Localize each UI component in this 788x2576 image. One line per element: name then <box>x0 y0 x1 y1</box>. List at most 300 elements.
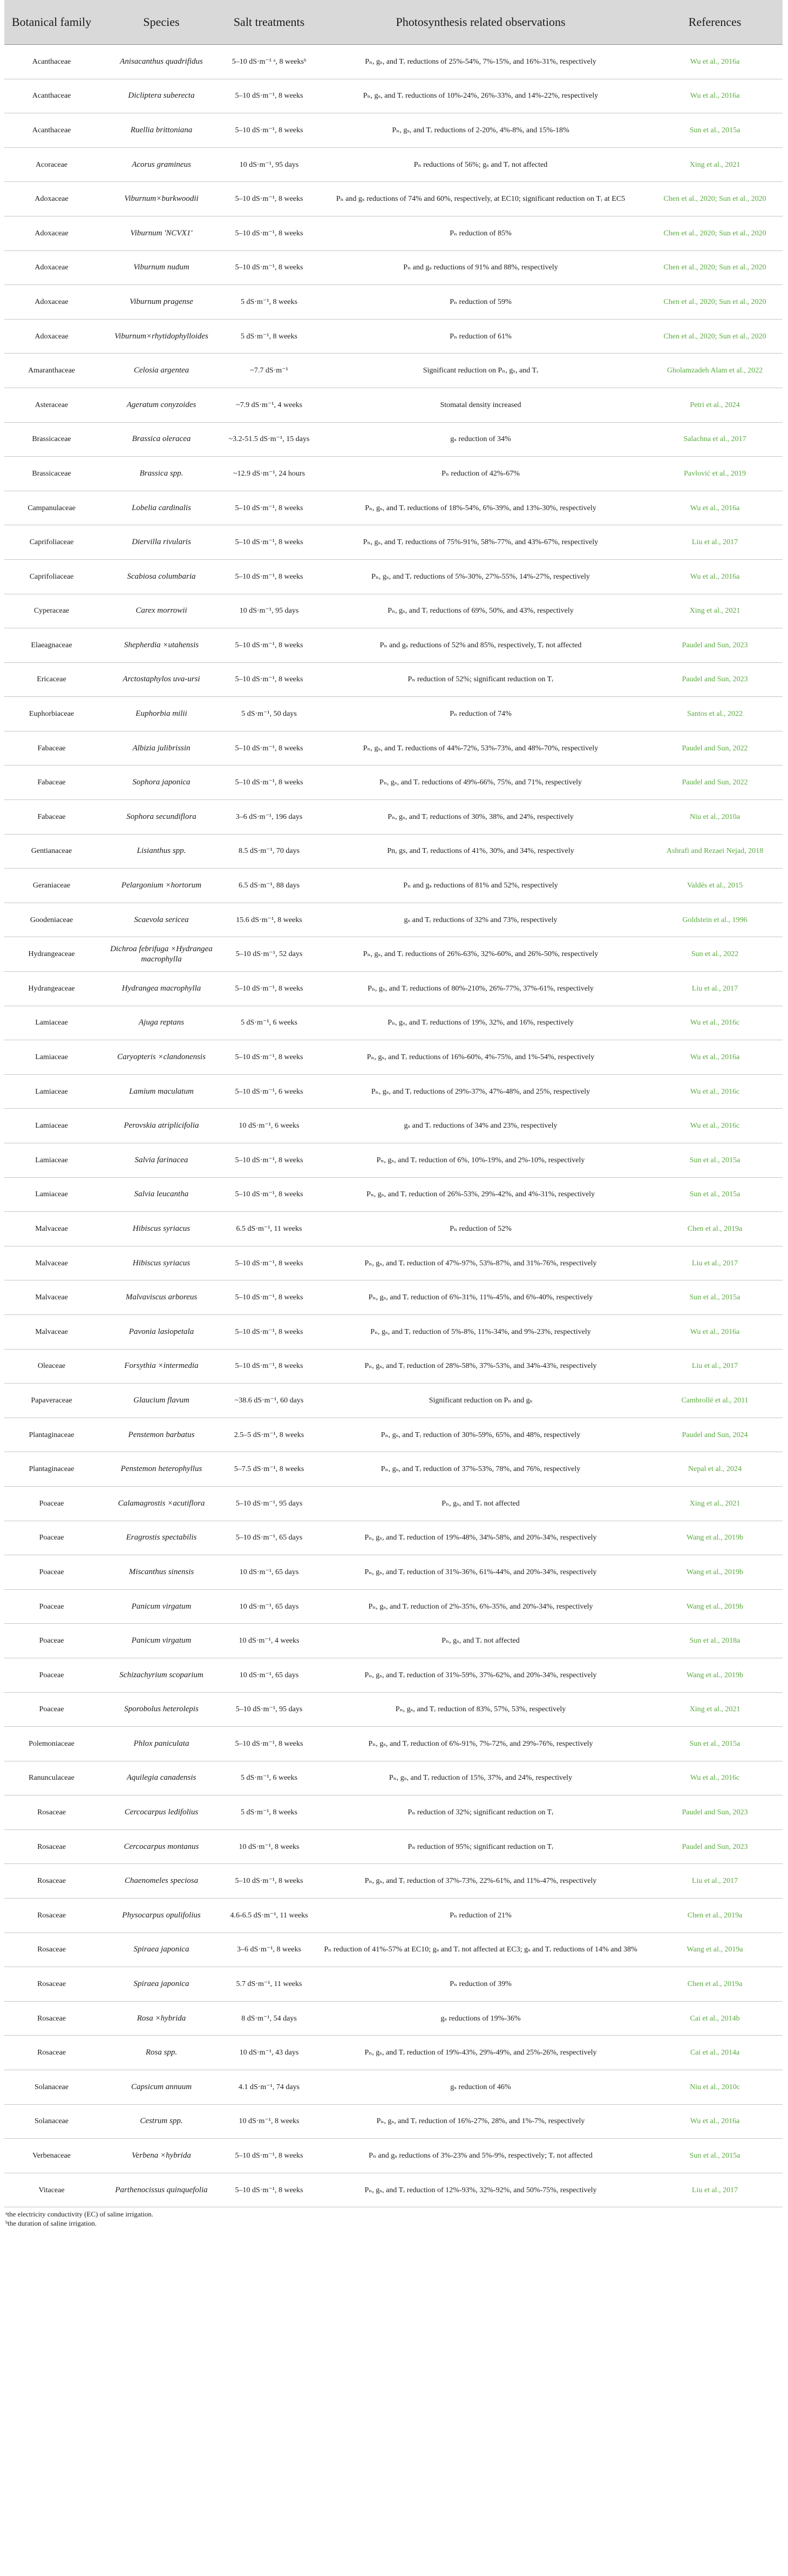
cell-observation: Pₙ and gₛ reductions of 81% and 52%, respectively <box>314 869 647 903</box>
table-row <box>4 147 783 182</box>
cell-salt-treatment: 5–10 dS·m⁻¹, 8 weeks <box>224 2173 314 2207</box>
cell-observation: Pₙ, gₛ, and Tᵣ reductions of 26%-63%, 32%-60%, and 26%-50%, respectively <box>314 937 647 972</box>
cell-species: Salvia farinacea <box>99 1143 224 1178</box>
cell-salt-treatment: 5 dS·m⁻¹, 50 days <box>224 697 314 731</box>
cell-species: Miscanthus sinensis <box>99 1555 224 1590</box>
cell-species: Panicum virgatum <box>99 1589 224 1624</box>
cell-observation: Pₙ, gₛ, and Tᵣ reductions of 75%-91%, 58%-77%, and 43%-67%, respectively <box>314 525 647 560</box>
cell-reference-link[interactable]: Niu et al., 2010a <box>647 800 783 835</box>
table-row <box>4 525 783 560</box>
cell-species: Cercocarpus montanus <box>99 1829 224 1864</box>
cell-reference-link[interactable]: Niu et al., 2010c <box>647 2070 783 2105</box>
cell-salt-treatment: ~38.6 dS·m⁻¹, 60 days <box>224 1384 314 1418</box>
cell-salt-treatment: 5–10 dS·m⁻¹, 8 weeks <box>224 1314 314 1349</box>
cell-botanical-family: Brassicaceae <box>4 422 99 457</box>
cell-reference-link[interactable]: Wang et al., 2019b <box>647 1555 783 1590</box>
cell-salt-treatment: 5 dS·m⁻¹, 6 weeks <box>224 1006 314 1040</box>
cell-salt-treatment: ~12.9 dS·m⁻¹, 24 hours <box>224 457 314 491</box>
table-row <box>4 1727 783 1761</box>
table-row <box>4 1246 783 1280</box>
cell-reference-link[interactable]: Sun et al., 2015a <box>647 1727 783 1761</box>
cell-reference-link[interactable]: Ashrafi and Rezaei Nejad, 2018 <box>647 834 783 869</box>
cell-reference-link[interactable]: Chen et al., 2020; Sun et al., 2020 <box>647 250 783 285</box>
cell-reference-link[interactable]: Liu et al., 2017 <box>647 525 783 560</box>
cell-observation: gₛ reductions of 19%-36% <box>314 2001 647 2036</box>
table-row <box>4 1314 783 1349</box>
cell-reference-link[interactable]: Paudel and Sun, 2023 <box>647 1795 783 1830</box>
cell-species: Hibiscus syriacus <box>99 1212 224 1246</box>
cell-botanical-family: Asteraceae <box>4 388 99 422</box>
header-photosynthesis-observations: Photosynthesis related observations <box>314 0 647 45</box>
cell-reference-link[interactable]: Sun et al., 2015a <box>647 1177 783 1212</box>
cell-observation: Pₙ, gₛ, and Tᵣ reductions of 80%-210%, 26%-77%, 37%-61%, respectively <box>314 972 647 1006</box>
cell-observation: Pₙ, gₛ, and Tᵣ reduction of 37%-73%, 22%-61%, and 11%-47%, respectively <box>314 1864 647 1899</box>
cell-observation: Pₙ, gₛ, and Tᵣ reductions of 16%-60%, 4%-75%, and 1%-54%, respectively <box>314 1040 647 1075</box>
cell-species: Sophora secundiflora <box>99 800 224 835</box>
cell-observation: Pₙ reduction of 52% <box>314 1212 647 1246</box>
table-row <box>4 1384 783 1418</box>
cell-observation: Pₙ, gₛ, and Tᵣ reduction of 12%-93%, 32%-92%, and 50%-75%, respectively <box>314 2173 647 2207</box>
cell-botanical-family: Polemoniaceae <box>4 1727 99 1761</box>
footnote-a: ᵃthe electricity conductivity (EC) of saline irrigation. <box>5 2210 153 2219</box>
cell-reference-link[interactable]: Chen et al., 2020; Sun et al., 2020 <box>647 319 783 354</box>
cell-observation: gₛ and Tᵣ reductions of 32% and 73%, respectively <box>314 903 647 937</box>
table-row <box>4 903 783 937</box>
cell-species: Cestrum spp. <box>99 2104 224 2139</box>
cell-reference-link[interactable]: Pavlović et al., 2019 <box>647 457 783 491</box>
cell-species: Cercocarpus ledifolius <box>99 1795 224 1830</box>
cell-species: Caryopteris ×clandonensis <box>99 1040 224 1075</box>
cell-reference-link[interactable]: Paudel and Sun, 2022 <box>647 765 783 800</box>
cell-reference-link[interactable]: Wu et al., 2016a <box>647 45 783 79</box>
cell-salt-treatment: 5–10 dS·m⁻¹, 8 weeks <box>224 250 314 285</box>
cell-botanical-family: Caprifoliaceae <box>4 525 99 560</box>
table-body <box>4 45 783 2207</box>
cell-botanical-family: Rosaceae <box>4 1795 99 1830</box>
cell-species: Panicum virgatum <box>99 1624 224 1658</box>
cell-observation: Pₙ, gₛ, and Tᵣ reduction of 26%-53%, 29%-42%, and 4%-31%, respectively <box>314 1177 647 1212</box>
cell-species: Euphorbia milii <box>99 697 224 731</box>
cell-observation: gₛ reduction of 46% <box>314 2070 647 2105</box>
cell-botanical-family: Acanthaceae <box>4 45 99 79</box>
cell-botanical-family: Poaceae <box>4 1521 99 1555</box>
cell-botanical-family: Rosaceae <box>4 2036 99 2070</box>
cell-reference-link[interactable]: Wu et al., 2016c <box>647 1109 783 1143</box>
cell-salt-treatment: 5–10 dS·m⁻¹, 95 days <box>224 1486 314 1521</box>
cell-observation: Pₙ, gₛ, and Tᵣ reductions of 19%, 32%, and 16%, respectively <box>314 1006 647 1040</box>
table-row <box>4 834 783 869</box>
cell-species: Viburnum pragense <box>99 285 224 320</box>
table-row <box>4 45 783 79</box>
cell-species: Anisacanthus quadrifidus <box>99 45 224 79</box>
table-row <box>4 457 783 491</box>
cell-observation: Pₙ, gₛ, and Tᵣ reductions of 2-20%, 4%-8%, and 15%-18% <box>314 113 647 148</box>
table-row <box>4 1109 783 1143</box>
cell-reference-link[interactable]: Sun et al., 2015a <box>647 1280 783 1315</box>
cell-species: Rosa ×hybrida <box>99 2001 224 2036</box>
cell-reference-link[interactable]: Wang et al., 2019b <box>647 1658 783 1692</box>
cell-reference-link[interactable]: Wu et al., 2016c <box>647 1761 783 1795</box>
cell-observation: Pₙ, gₛ, and Tᵣ reductions of 10%-24%, 26%-33%, and 14%-22%, respectively <box>314 79 647 113</box>
cell-observation: Pₙ, gₛ, and Tᵣ reduction of 31%-59%, 37%-62%, and 20%-34%, respectively <box>314 1658 647 1692</box>
cell-reference-link[interactable]: Wu et al., 2016a <box>647 1314 783 1349</box>
cell-observation: Pₙ, gₛ, and Tᵣ reduction of 15%, 37%, and 24%, respectively <box>314 1761 647 1795</box>
cell-species: Hibiscus syriacus <box>99 1246 224 1280</box>
cell-salt-treatment: 5–10 dS·m⁻¹, 8 weeks <box>224 2139 314 2173</box>
cell-salt-treatment: 5–7.5 dS·m⁻¹, 8 weeks <box>224 1452 314 1487</box>
cell-observation: Pₙ, gₛ, and Tᵣ reduction of 16%-27%, 28%, and 1%-7%, respectively <box>314 2104 647 2139</box>
cell-salt-treatment: 5 dS·m⁻¹, 8 weeks <box>224 319 314 354</box>
table-row <box>4 2001 783 2036</box>
cell-observation: Pₙ, gₛ, and Tᵣ reduction of 5%-8%, 11%-34%, and 9%-23%, respectively <box>314 1314 647 1349</box>
cell-botanical-family: Plantaginaceae <box>4 1418 99 1452</box>
table-row <box>4 1349 783 1384</box>
cell-salt-treatment: 10 dS·m⁻¹, 65 days <box>224 1658 314 1692</box>
cell-observation: Pₙ, gₛ, and Tᵣ reduction of 31%-36%, 61%-44%, and 20%-34%, respectively <box>314 1555 647 1590</box>
cell-reference-link[interactable]: Chen et al., 2020; Sun et al., 2020 <box>647 285 783 320</box>
cell-reference-link[interactable]: Paudel and Sun, 2023 <box>647 1829 783 1864</box>
cell-reference-link[interactable]: Valdés et al., 2015 <box>647 869 783 903</box>
cell-botanical-family: Poaceae <box>4 1486 99 1521</box>
cell-species: Glaucium flavum <box>99 1384 224 1418</box>
cell-salt-treatment: 5–10 dS·m⁻¹, 8 weeks <box>224 1727 314 1761</box>
cell-reference-link[interactable]: Wang et al., 2019b <box>647 1521 783 1555</box>
cell-salt-treatment: 10 dS·m⁻¹, 8 weeks <box>224 1829 314 1864</box>
cell-species: Perovskia atriplicifolia <box>99 1109 224 1143</box>
cell-botanical-family: Campanulaceae <box>4 491 99 525</box>
cell-botanical-family: Solanaceae <box>4 2104 99 2139</box>
cell-reference-link[interactable]: Wang et al., 2019b <box>647 1589 783 1624</box>
cell-salt-treatment: 5 dS·m⁻¹, 6 weeks <box>224 1761 314 1795</box>
cell-botanical-family: Rosaceae <box>4 2001 99 2036</box>
table-row <box>4 1143 783 1178</box>
cell-observation: Pₙ reductions of 56%; gₛ and Tᵣ not affected <box>314 147 647 182</box>
cell-reference-link[interactable]: Paudel and Sun, 2024 <box>647 1418 783 1452</box>
cell-reference-link[interactable]: Wu et al., 2016a <box>647 2104 783 2139</box>
cell-species: Dicliptera suberecta <box>99 79 224 113</box>
cell-salt-treatment: 5–10 dS·m⁻¹, 8 weeks <box>224 216 314 250</box>
cell-botanical-family: Acoraceae <box>4 147 99 182</box>
cell-reference-link[interactable]: Liu et al., 2017 <box>647 1246 783 1280</box>
cell-species: Parthenocissus quinquefolia <box>99 2173 224 2207</box>
cell-botanical-family: Poaceae <box>4 1624 99 1658</box>
table-row <box>4 1761 783 1795</box>
table-row <box>4 1658 783 1692</box>
cell-salt-treatment: 5–10 dS·m⁻¹, 8 weeks <box>224 1040 314 1075</box>
cell-species: Brassica spp. <box>99 457 224 491</box>
cell-species: Viburnum×burkwoodii <box>99 182 224 216</box>
cell-observation: Pₙ, gₛ, and Tᵣ reductions of 18%-54%, 6%-39%, and 13%-30%, respectively <box>314 491 647 525</box>
cell-observation: Pₙ and gₛ reductions of 52% and 85%, respectively, Tᵣ not affected <box>314 628 647 663</box>
table-footnotes <box>4 2207 783 2228</box>
cell-observation: Pₙ reduction of 52%; significant reduction on Tᵣ <box>314 662 647 697</box>
table-row <box>4 937 783 972</box>
cell-botanical-family: Lamiaceae <box>4 1074 99 1109</box>
cell-botanical-family: Poaceae <box>4 1555 99 1590</box>
cell-species: Brassica oleracea <box>99 422 224 457</box>
cell-species: Viburnum×rhytidophylloides <box>99 319 224 354</box>
cell-reference-link[interactable]: Liu et al., 2017 <box>647 1864 783 1899</box>
table-row <box>4 113 783 148</box>
table-row <box>4 285 783 320</box>
cell-reference-link[interactable]: Cambrollé et al., 2011 <box>647 1384 783 1418</box>
cell-observation: Pₙ reduction of 61% <box>314 319 647 354</box>
cell-salt-treatment: 10 dS·m⁻¹, 95 days <box>224 147 314 182</box>
cell-reference-link[interactable]: Liu et al., 2017 <box>647 972 783 1006</box>
cell-botanical-family: Adoxaceae <box>4 216 99 250</box>
cell-species: Rosa spp. <box>99 2036 224 2070</box>
header-references: References <box>647 0 783 45</box>
table-row <box>4 697 783 731</box>
cell-reference-link[interactable]: Goldstein et al., 1996 <box>647 903 783 937</box>
cell-reference-link[interactable]: Salachna et al., 2017 <box>647 422 783 457</box>
cell-reference-link[interactable]: Sun et al., 2018a <box>647 1624 783 1658</box>
cell-salt-treatment: 10 dS·m⁻¹, 8 weeks <box>224 2104 314 2139</box>
cell-botanical-family: Rosaceae <box>4 1967 99 2002</box>
table-row <box>4 1795 783 1830</box>
table-row <box>4 2070 783 2105</box>
cell-botanical-family: Lamiaceae <box>4 1040 99 1075</box>
cell-botanical-family: Gentianaceae <box>4 834 99 869</box>
cell-salt-treatment: 15.6 dS·m⁻¹, 8 weeks <box>224 903 314 937</box>
table-row <box>4 1418 783 1452</box>
cell-observation: Pₙ, gₛ, and Tᵣ reduction of 30%-59%, 65%, and 48%, respectively <box>314 1418 647 1452</box>
cell-salt-treatment: 3–6 dS·m⁻¹, 196 days <box>224 800 314 835</box>
table-row <box>4 2104 783 2139</box>
table-row <box>4 1624 783 1658</box>
cell-botanical-family: Adoxaceae <box>4 182 99 216</box>
cell-botanical-family: Malvaceae <box>4 1246 99 1280</box>
cell-botanical-family: Caprifoliaceae <box>4 559 99 594</box>
cell-reference-link[interactable]: Liu et al., 2017 <box>647 1349 783 1384</box>
cell-observation: Pₙ, gₛ, and Tᵣ reduction of 47%-97%, 53%-87%, and 31%-76%, respectively <box>314 1246 647 1280</box>
table-row <box>4 628 783 663</box>
cell-species: Sophora japonica <box>99 765 224 800</box>
table-row <box>4 972 783 1006</box>
cell-salt-treatment: 10 dS·m⁻¹, 43 days <box>224 2036 314 2070</box>
cell-salt-treatment: 5–10 dS·m⁻¹, 8 weeks <box>224 525 314 560</box>
cell-reference-link[interactable]: Paudel and Sun, 2023 <box>647 662 783 697</box>
cell-reference-link[interactable]: Sun et al., 2015a <box>647 1143 783 1178</box>
cell-botanical-family: Rosaceae <box>4 1899 99 1933</box>
footnote-b: ᵇthe duration of saline irrigation. <box>5 2219 97 2228</box>
cell-reference-link[interactable]: Cai et al., 2014a <box>647 2036 783 2070</box>
cell-observation: Pₙ reduction of 39% <box>314 1967 647 2002</box>
cell-salt-treatment: 10 dS·m⁻¹, 65 days <box>224 1589 314 1624</box>
cell-observation: gₛ reduction of 34% <box>314 422 647 457</box>
cell-botanical-family: Poaceae <box>4 1692 99 1727</box>
cell-botanical-family: Fabaceae <box>4 765 99 800</box>
cell-observation: Pₙ, gₛ, and Tᵣ reduction of 19%-43%, 29%-49%, and 25%-26%, respectively <box>314 2036 647 2070</box>
table-container <box>4 0 783 2228</box>
cell-salt-treatment: 5–10 dS·m⁻¹, 8 weeks <box>224 1280 314 1315</box>
table-row <box>4 765 783 800</box>
table-row <box>4 2036 783 2070</box>
cell-observation: Pₙ reduction of 95%; significant reduction on Tᵣ <box>314 1829 647 1864</box>
cell-reference-link[interactable]: Paudel and Sun, 2023 <box>647 628 783 663</box>
cell-species: Acorus gramineus <box>99 147 224 182</box>
cell-reference-link[interactable]: Paudel and Sun, 2022 <box>647 731 783 765</box>
cell-reference-link[interactable]: Petri et al., 2024 <box>647 388 783 422</box>
cell-reference-link[interactable]: Xing et al., 2021 <box>647 147 783 182</box>
cell-species: Scaevola sericea <box>99 903 224 937</box>
cell-species: Phlox paniculata <box>99 1727 224 1761</box>
cell-observation: Pₙ, gₛ, and Tᵣ reductions of 30%, 38%, and 24%, respectively <box>314 800 647 835</box>
cell-observation: Pₙ, gₛ, and Tᵣ reductions of 44%-72%, 53%-73%, and 48%-70%, respectively <box>314 731 647 765</box>
cell-salt-treatment: 5–10 dS·m⁻¹, 8 weeks <box>224 1349 314 1384</box>
cell-observation: Pₙ and gₛ reductions of 91% and 88%, respectively <box>314 250 647 285</box>
cell-observation: Pₙ and gₛ reductions of 3%-23% and 5%-9%, respectively; Tᵣ not affected <box>314 2139 647 2173</box>
cell-reference-link[interactable]: Gholamzadeh Alam et al., 2022 <box>647 354 783 388</box>
table-row <box>4 731 783 765</box>
cell-reference-link[interactable]: Xing et al., 2021 <box>647 1486 783 1521</box>
cell-species: Schizachyrium scoparium <box>99 1658 224 1692</box>
cell-botanical-family: Adoxaceae <box>4 285 99 320</box>
cell-observation: Pₙ reduction of 41%-57% at EC10; gₛ and Tᵣ not affected at EC3; gₛ and Tᵣ reductions of 14% and 38% <box>314 1933 647 1967</box>
cell-botanical-family: Lamiaceae <box>4 1109 99 1143</box>
cell-botanical-family: Brassicaceae <box>4 457 99 491</box>
header-species: Species <box>99 0 224 45</box>
cell-reference-link[interactable]: Wu et al., 2016a <box>647 491 783 525</box>
cell-reference-link[interactable]: Wu et al., 2016c <box>647 1006 783 1040</box>
cell-reference-link[interactable]: Wang et al., 2019a <box>647 1933 783 1967</box>
cell-observation: Significant reduction on Pₙ and gₛ <box>314 1384 647 1418</box>
cell-species: Sporobolus heterolepis <box>99 1692 224 1727</box>
table-row <box>4 182 783 216</box>
header-row <box>4 0 783 45</box>
cell-botanical-family: Lamiaceae <box>4 1006 99 1040</box>
table-row <box>4 1589 783 1624</box>
cell-botanical-family: Hydrangeaceae <box>4 972 99 1006</box>
cell-reference-link[interactable]: Sun et al., 2022 <box>647 937 783 972</box>
cell-salt-treatment: 5–10 dS·m⁻¹, 8 weeks <box>224 628 314 663</box>
cell-salt-treatment: 3–6 dS·m⁻¹, 8 weeks <box>224 1933 314 1967</box>
cell-botanical-family: Elaeagnaceae <box>4 628 99 663</box>
cell-reference-link[interactable]: Cai et al., 2014b <box>647 2001 783 2036</box>
cell-botanical-family: Malvaceae <box>4 1280 99 1315</box>
cell-species: Forsythia ×intermedia <box>99 1349 224 1384</box>
cell-salt-treatment: 5–10 dS·m⁻¹, 95 days <box>224 1692 314 1727</box>
cell-observation: Pn, gs, and Tᵣ reductions of 41%, 30%, and 34%, respectively <box>314 834 647 869</box>
cell-observation: Pₙ reduction of 74% <box>314 697 647 731</box>
table-row <box>4 1829 783 1864</box>
cell-reference-link[interactable]: Nepal et al., 2024 <box>647 1452 783 1487</box>
table-row <box>4 559 783 594</box>
cell-observation: Pₙ reduction of 85% <box>314 216 647 250</box>
table-row <box>4 1692 783 1727</box>
cell-species: Scabiosa columbaria <box>99 559 224 594</box>
table-row <box>4 1074 783 1109</box>
cell-botanical-family: Rosaceae <box>4 1829 99 1864</box>
cell-salt-treatment: 5 dS·m⁻¹, 8 weeks <box>224 1795 314 1830</box>
cell-species: Spiraea japonica <box>99 1967 224 2002</box>
cell-species: Shepherdia ×utahensis <box>99 628 224 663</box>
cell-salt-treatment: 10 dS·m⁻¹, 6 weeks <box>224 1109 314 1143</box>
cell-botanical-family: Malvaceae <box>4 1314 99 1349</box>
cell-observation: Pₙ, gₛ, and Tᵣ reductions of 49%-66%, 75%, and 71%, respectively <box>314 765 647 800</box>
cell-species: Calamagrostis ×acutiflora <box>99 1486 224 1521</box>
cell-species: Ageratum conyzoides <box>99 388 224 422</box>
cell-salt-treatment: 4.1 dS·m⁻¹, 74 days <box>224 2070 314 2105</box>
cell-reference-link[interactable]: Sun et al., 2015a <box>647 113 783 148</box>
cell-species: Malvaviscus arboreus <box>99 1280 224 1315</box>
cell-species: Hydrangea macrophylla <box>99 972 224 1006</box>
table-row <box>4 869 783 903</box>
table-row <box>4 1555 783 1590</box>
cell-botanical-family: Solanaceae <box>4 2070 99 2105</box>
cell-botanical-family: Hydrangeaceae <box>4 937 99 972</box>
table-row <box>4 1177 783 1212</box>
cell-botanical-family: Amaranthaceae <box>4 354 99 388</box>
cell-reference-link[interactable]: Liu et al., 2017 <box>647 2173 783 2207</box>
cell-botanical-family: Poaceae <box>4 1589 99 1624</box>
cell-reference-link[interactable]: Xing et al., 2021 <box>647 1692 783 1727</box>
cell-reference-link[interactable]: Wu et al., 2016a <box>647 559 783 594</box>
cell-salt-treatment: 5–10 dS·m⁻¹, 52 days <box>224 937 314 972</box>
cell-observation: Pₙ, gₛ, and Tᵣ reductions of 29%-37%, 47%-48%, and 25%, respectively <box>314 1074 647 1109</box>
cell-salt-treatment: 5–10 dS·m⁻¹, 8 weeks <box>224 79 314 113</box>
cell-species: Lamium maculatum <box>99 1074 224 1109</box>
cell-botanical-family: Poaceae <box>4 1658 99 1692</box>
cell-reference-link[interactable]: Wu et al., 2016a <box>647 1040 783 1075</box>
cell-salt-treatment: 5–10 dS·m⁻¹, 8 weeks <box>224 1864 314 1899</box>
cell-botanical-family: Lamiaceae <box>4 1143 99 1178</box>
cell-species: Penstemon heterophyllus <box>99 1452 224 1487</box>
table-header <box>4 0 783 45</box>
cell-observation: Pₙ, gₛ, and Tᵣ reductions of 69%, 50%, and 43%, respectively <box>314 594 647 628</box>
cell-salt-treatment: 10 dS·m⁻¹, 95 days <box>224 594 314 628</box>
cell-salt-treatment: 5–10 dS·m⁻¹, 8 weeks <box>224 113 314 148</box>
cell-reference-link[interactable]: Chen et al., 2019a <box>647 1967 783 2002</box>
cell-observation: Pₙ, gₛ, and Tᵣ reduction of 83%, 57%, 53%, respectively <box>314 1692 647 1727</box>
cell-salt-treatment: 10 dS·m⁻¹, 65 days <box>224 1555 314 1590</box>
cell-botanical-family: Acanthaceae <box>4 113 99 148</box>
cell-salt-treatment: 5–10 dS·m⁻¹ ᵃ, 8 weeksᵇ <box>224 45 314 79</box>
cell-botanical-family: Goodeniaceae <box>4 903 99 937</box>
table-row <box>4 1212 783 1246</box>
cell-reference-link[interactable]: Chen et al., 2020; Sun et al., 2020 <box>647 216 783 250</box>
cell-botanical-family: Adoxaceae <box>4 319 99 354</box>
cell-botanical-family: Plantaginaceae <box>4 1452 99 1487</box>
cell-species: Carex morrowii <box>99 594 224 628</box>
cell-species: Spiraea japonica <box>99 1933 224 1967</box>
cell-botanical-family: Ericaceae <box>4 662 99 697</box>
table-row <box>4 79 783 113</box>
cell-salt-treatment: 5–10 dS·m⁻¹, 8 weeks <box>224 1177 314 1212</box>
cell-salt-treatment: 5–10 dS·m⁻¹, 8 weeks <box>224 662 314 697</box>
cell-species: Verbena ×hybrida <box>99 2139 224 2173</box>
table-row <box>4 319 783 354</box>
cell-reference-link[interactable]: Xing et al., 2021 <box>647 594 783 628</box>
cell-observation: Pₙ, gₛ, and Tᵣ reduction of 6%, 10%-19%, and 2%-10%, respectively <box>314 1143 647 1178</box>
table-row <box>4 491 783 525</box>
table-row <box>4 800 783 835</box>
cell-reference-link[interactable]: Sun et al., 2015a <box>647 2139 783 2173</box>
cell-reference-link[interactable]: Chen et al., 2020; Sun et al., 2020 <box>647 182 783 216</box>
cell-reference-link[interactable]: Wu et al., 2016a <box>647 79 783 113</box>
cell-observation: Pₙ, gₛ, and Tᵣ reductions of 25%-54%, 7%-15%, and 16%-31%, respectively <box>314 45 647 79</box>
table-row <box>4 1486 783 1521</box>
cell-reference-link[interactable]: Chen et al., 2019a <box>647 1212 783 1246</box>
cell-reference-link[interactable]: Wu et al., 2016c <box>647 1074 783 1109</box>
cell-species: Lisianthus spp. <box>99 834 224 869</box>
cell-botanical-family: Ranunculaceae <box>4 1761 99 1795</box>
cell-reference-link[interactable]: Santos et al., 2022 <box>647 697 783 731</box>
table-row <box>4 1521 783 1555</box>
table-row <box>4 1899 783 1933</box>
cell-reference-link[interactable]: Chen et al., 2019a <box>647 1899 783 1933</box>
cell-salt-treatment: 5.7 dS·m⁻¹, 11 weeks <box>224 1967 314 2002</box>
